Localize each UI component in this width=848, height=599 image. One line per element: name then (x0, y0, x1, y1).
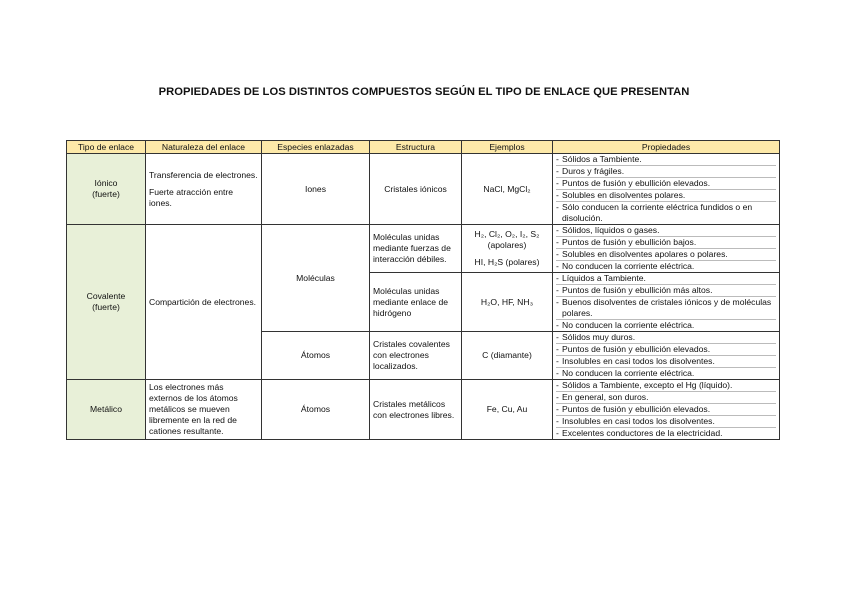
tipo-label: Iónico (94, 178, 118, 188)
list-item: - Sólidos a Tambiente. (556, 154, 776, 166)
naturaleza-covalente: Compartición de electrones. (146, 225, 262, 380)
list-item: - Sólidos a Tambiente, excepto el Hg (líquido). (556, 380, 776, 392)
especies-metalico: Átomos (262, 380, 370, 440)
ejemplos-metalico: Fe, Cu, Au (462, 380, 553, 440)
list-item: - Puntos de fusión y ebullición elevados. (556, 404, 776, 416)
tipo-strength: (fuerte) (92, 189, 120, 199)
estructura-covalente-1: Moléculas unidas mediante fuerzas de interacción débiles. (370, 225, 462, 273)
list-item: - Puntos de fusión y ebullición elevados. (556, 344, 776, 356)
list-item: - Sólidos muy duros. (556, 332, 776, 344)
list-item: - No conducen la corriente eléctrica. (556, 261, 776, 272)
list-item: - Sólo conducen la corriente eléctrica fundidos o en disolución. (556, 202, 776, 224)
list-item: - Insolubles en casi todos los disolventes. (556, 416, 776, 428)
header-especies: Especies enlazadas (262, 141, 370, 154)
ejemplos-covalente-2: H₂O, HF, NH₃ (462, 273, 553, 332)
naturaleza-ionico (146, 154, 262, 225)
naturaleza-text: Transferencia de electrones. (149, 169, 258, 180)
especies-moleculas: Moléculas (262, 225, 370, 332)
table-row-ionico (67, 154, 780, 225)
ejemplos-covalente-3: C (diamante) (462, 332, 553, 380)
ejemplos-apolares: H₂, Cl₂, O₂, I₂, S₂ (474, 229, 540, 239)
ejemplos-apolares-label: (apolares) (487, 240, 527, 250)
header-tipo: Tipo de enlace (67, 141, 146, 154)
header-naturaleza: Naturaleza del enlace (146, 141, 262, 154)
list-item: - En general, son duros. (556, 392, 776, 404)
especies-atomos-covalente: Átomos (262, 332, 370, 380)
propiedades-covalente-2 (553, 273, 780, 332)
naturaleza-text: Fuerte atracción entre iones. (149, 186, 234, 208)
list-item: - Puntos de fusión y ebullición bajos. (556, 237, 776, 249)
ejemplos-ionico: NaCl, MgCl₂ (462, 154, 553, 225)
table-row-metalico (67, 380, 780, 440)
propiedades-ionico (553, 154, 780, 225)
list-item: - Excelentes conductores de la electricidad. (556, 428, 776, 439)
list-item: - Buenos disolventes de cristales iónicos y de moléculas polares. (556, 297, 776, 320)
list-item: - Duros y frágiles. (556, 166, 776, 178)
list-item: - Puntos de fusión y ebullición más altos. (556, 285, 776, 297)
header-row (67, 141, 780, 154)
ejemplos-polares: HI, H₂S (polares) (474, 257, 540, 267)
list-item: - Puntos de fusión y ebullición elevados. (556, 178, 776, 190)
list-item: - Líquidos a Tambiente. (556, 273, 776, 285)
list-item: - Solubles en disolventes apolares o polares. (556, 249, 776, 261)
list-item: - Sólidos, líquidos o gases. (556, 225, 776, 237)
estructura-ionico: Cristales iónicos (370, 154, 462, 225)
naturaleza-metalico: Los electrones más externos de los átomos metálicos se mueven libremente en la red de cationes resultante. (146, 380, 262, 440)
tipo-metalico: Metálico (67, 380, 146, 440)
header-ejemplos: Ejemplos (462, 141, 553, 154)
header-estructura: Estructura (370, 141, 462, 154)
properties-table (66, 140, 780, 440)
especies-ionico: Iones (262, 154, 370, 225)
header-propiedades: Propiedades (553, 141, 780, 154)
estructura-covalente-3: Cristales covalentes con electrones localizados. (370, 332, 462, 380)
estructura-metalico: Cristales metálicos con electrones libres. (370, 380, 462, 440)
tipo-covalente (67, 225, 146, 380)
table-row-covalente-1 (67, 225, 780, 273)
tipo-label: Covalente (86, 291, 126, 301)
tipo-strength: (fuerte) (92, 302, 120, 312)
estructura-covalente-2: Moléculas unidas mediante enlace de hidrógeno (370, 273, 462, 332)
list-item: - No conducen la corriente eléctrica. (556, 368, 776, 379)
propiedades-covalente-1 (553, 225, 780, 273)
list-item: - Solubles en disolventes polares. (556, 190, 776, 202)
list-item: - Insolubles en casi todos los disolventes. (556, 356, 776, 368)
ejemplos-covalente-1 (462, 225, 553, 273)
propiedades-covalente-3 (553, 332, 780, 380)
list-item: - No conducen la corriente eléctrica. (556, 320, 776, 331)
propiedades-metalico (553, 380, 780, 440)
tipo-ionico (67, 154, 146, 225)
page-title: PROPIEDADES DE LOS DISTINTOS COMPUESTOS SEGÚN EL TIPO DE ENLACE QUE PRESENTAN (158, 86, 690, 98)
